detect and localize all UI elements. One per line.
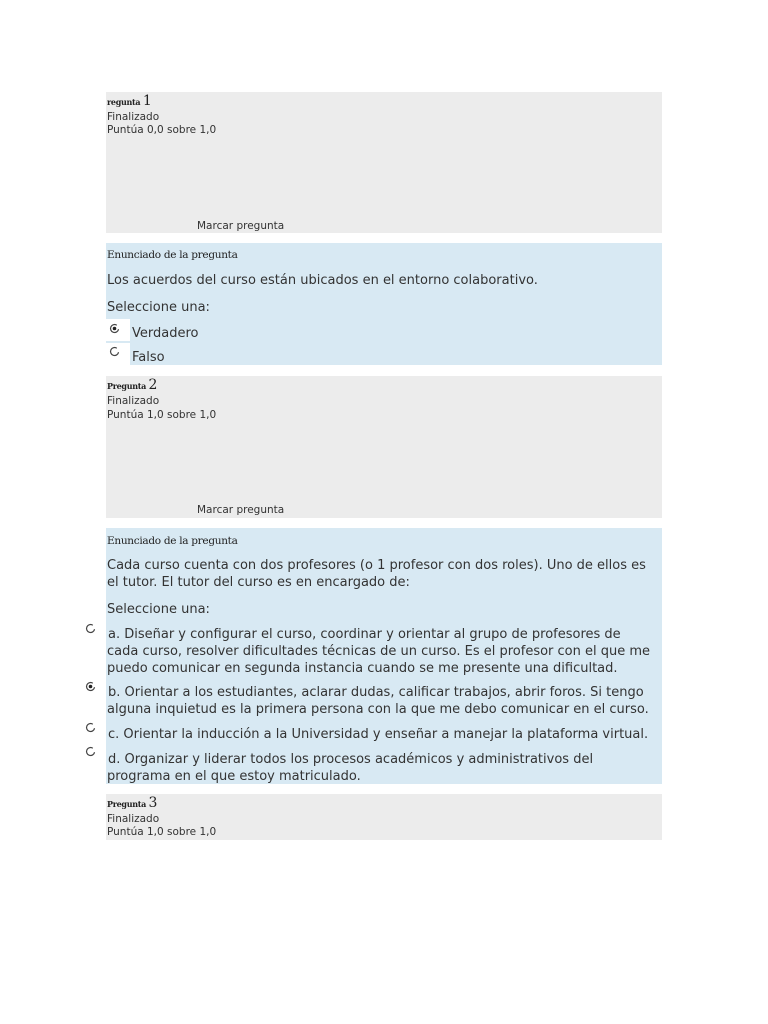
question-title-word: regunta xyxy=(107,97,141,107)
question-number: 2 xyxy=(148,377,158,393)
question-1-info xyxy=(106,92,662,233)
question-2-text-line-1: Cada curso cuenta con dos profesores (o 1 profesor con dos roles). Uno de ellos es xyxy=(107,558,646,573)
radio-false-icon[interactable] xyxy=(109,346,120,357)
question-3-state: Finalizado xyxy=(107,813,160,825)
flag-question-2-button[interactable]: Marcar pregunta xyxy=(197,504,285,516)
question-1-title xyxy=(107,93,152,109)
flag-question-1-button[interactable]: Marcar pregunta xyxy=(197,220,285,232)
radio-true-selected-icon[interactable] xyxy=(109,323,120,334)
question-1-state: Finalizado xyxy=(107,111,160,123)
radio-option-a-icon[interactable] xyxy=(85,623,96,634)
question-2-info xyxy=(106,376,662,518)
option-c-line-1[interactable]: c. Orientar la inducción a la Universidad y enseñar a manejar la plataforma virtual. xyxy=(108,727,649,742)
radio-option-d-icon[interactable] xyxy=(85,746,96,757)
radio-option-b-selected-icon[interactable] xyxy=(85,681,96,692)
option-b-line-2[interactable]: alguna inquietud es la primera persona con la que me debo comunicar en el curso. xyxy=(107,702,649,717)
question-2-score: Puntúa 1,0 sobre 1,0 xyxy=(107,409,217,421)
option-false-label[interactable]: Falso xyxy=(132,350,165,365)
question-3-score: Puntúa 1,0 sobre 1,0 xyxy=(107,826,217,838)
radio-option-c-icon[interactable] xyxy=(85,722,96,733)
option-true-label[interactable]: Verdadero xyxy=(132,326,199,341)
select-one-prompt: Seleccione una: xyxy=(107,300,210,315)
option-a-line-3[interactable]: puedo comunicar en segunda instancia cuando se me presente una dificultad. xyxy=(107,661,618,676)
question-title-word: Pregunta xyxy=(107,381,147,391)
statement-label: Enunciado de la pregunta xyxy=(107,535,238,547)
question-title-word: Pregunta xyxy=(107,799,147,809)
question-1-score: Puntúa 0,0 sobre 1,0 xyxy=(107,124,217,136)
question-3-title xyxy=(107,795,157,811)
question-2-text-line-2: el tutor. El tutor del curso es en encargado de: xyxy=(107,575,410,590)
question-number: 3 xyxy=(148,795,158,811)
question-2-title xyxy=(107,377,157,393)
option-d-line-2[interactable]: programa en el que estoy matriculado. xyxy=(107,769,361,784)
statement-label: Enunciado de la pregunta xyxy=(107,249,238,261)
option-a-line-2[interactable]: cada curso, resolver dificultades técnicas de un curso. Es el profesor con el que me xyxy=(107,644,651,659)
question-3-info xyxy=(106,794,662,840)
question-number: 1 xyxy=(142,93,152,109)
option-d-line-1[interactable]: d. Organizar y liderar todos los procesos académicos y administrativos del xyxy=(108,752,594,767)
select-one-prompt: Seleccione una: xyxy=(107,602,210,617)
option-a-line-1[interactable]: a. Diseñar y configurar el curso, coordinar y orientar al grupo de profesores de xyxy=(108,627,621,642)
question-2-state: Finalizado xyxy=(107,395,160,407)
option-b-line-1[interactable]: b. Orientar a los estudiantes, aclarar dudas, calificar trabajos, abrir foros. Si tengo xyxy=(108,685,644,700)
question-1-text: Los acuerdos del curso están ubicados en el entorno colaborativo. xyxy=(107,273,538,288)
question-1-content xyxy=(106,243,662,365)
